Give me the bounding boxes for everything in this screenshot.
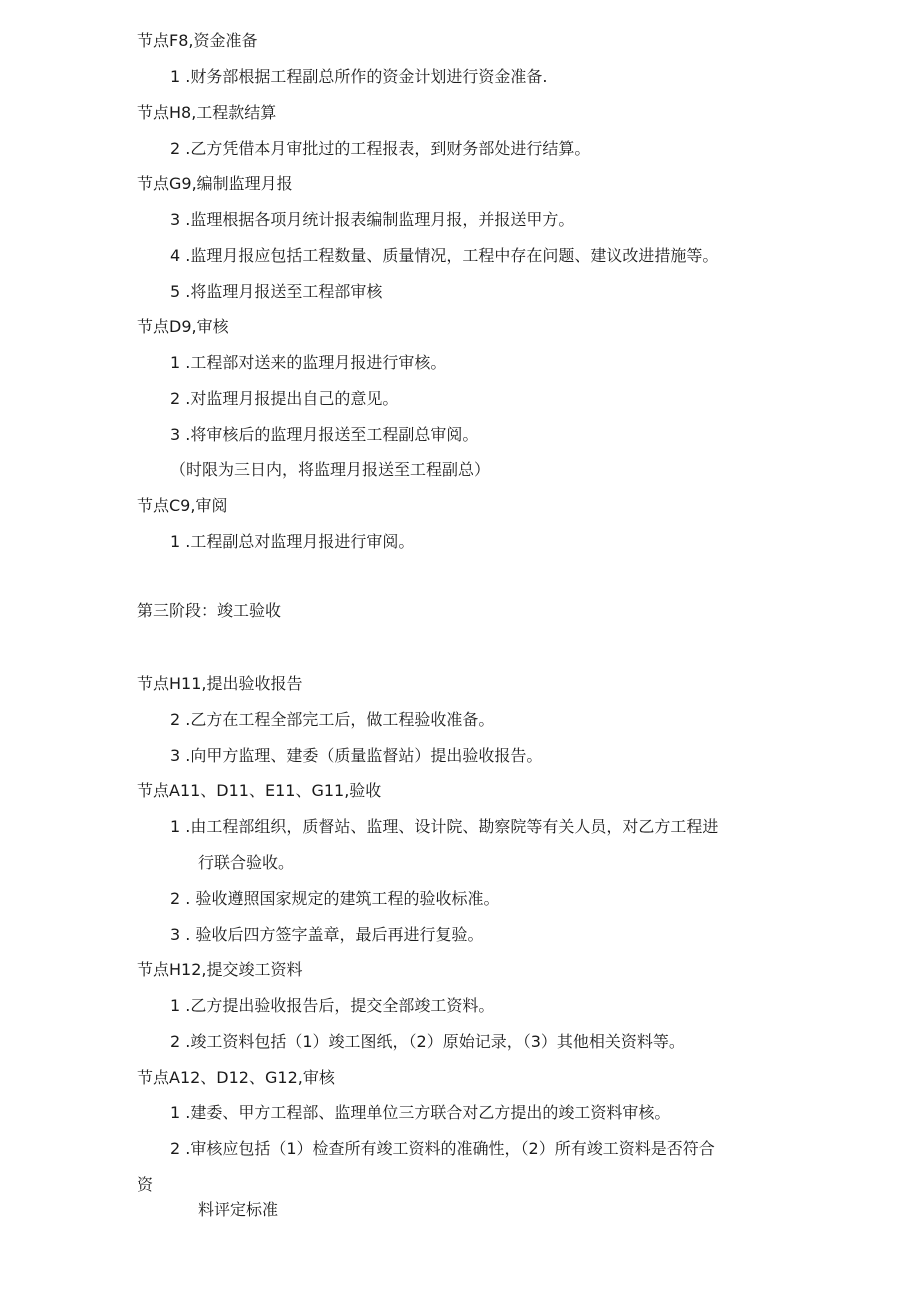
node-heading-f8: 节点F8,资金准备 [137,31,258,50]
node-heading-c9: 节点C9,审阅 [137,496,228,515]
list-item: 3 .将审核后的监理月报送至工程副总审阅。 [170,425,479,444]
list-item: 2 . 验收遵照国家规定的建筑工程的验收标准。 [170,889,500,908]
list-item-continuation: 料评定标准 [198,1200,279,1219]
list-item: 2 .对监理月报提出自己的意见。 [170,389,399,408]
node-heading-a12-d12-g12: 节点A12、D12、G12,审核 [137,1068,335,1087]
list-item: 2 .乙方凭借本月审批过的工程报表，到财务部处进行结算。 [170,139,591,158]
list-item: 2 .竣工资料包括（1）竣工图纸，（2）原始记录，（3）其他相关资料等。 [170,1032,685,1051]
list-item: 1 .乙方提出验收报告后，提交全部竣工资料。 [170,996,495,1015]
node-heading-h12: 节点H12,提交竣工资料 [137,960,303,979]
node-heading-a11-d11-e11-g11: 节点A11、D11、E11、G11,验收 [137,781,382,800]
node-heading-g9: 节点G9,编制监理月报 [137,174,293,193]
list-item: 5 .将监理月报送至工程部审核 [170,282,383,301]
list-item: 1 .建委、甲方工程部、监理单位三方联合对乙方提出的竣工资料审核。 [170,1103,671,1122]
time-limit-note: （时限为三日内，将监理月报送至工程副总） [170,460,491,479]
orphan-character: 资 [137,1175,154,1194]
list-item: 3 .向甲方监理、建委（质量监督站）提出验收报告。 [170,746,543,765]
list-item: 1 .财务部根据工程副总所作的资金计划进行资金准备. [170,67,548,86]
list-item: 2 .审核应包括（1）检查所有竣工资料的准确性，（2）所有竣工资料是否符合 [170,1139,715,1158]
node-heading-d9: 节点D9,审核 [137,317,229,336]
list-item: 1 .工程部对送来的监理月报进行审核。 [170,353,447,372]
node-heading-h11: 节点H11,提出验收报告 [137,674,303,693]
list-item-continuation: 行联合验收。 [198,853,295,872]
list-item: 3 .监理根据各项月统计报表编制监理月报，并报送甲方。 [170,210,575,229]
list-item: 1 .工程副总对监理月报进行审阅。 [170,532,415,551]
list-item: 4 .监理月报应包括工程数量、质量情况，工程中存在问题、建议改进措施等。 [170,246,719,265]
section-heading-stage-3: 第三阶段：竣工验收 [137,601,282,620]
list-item: 3 . 验收后四方签字盖章，最后再进行复验。 [170,925,484,944]
list-item: 1 .由工程部组织，质督站、监理、设计院、勘察院等有关人员，对乙方工程进 [170,817,719,836]
list-item: 2 .乙方在工程全部完工后，做工程验收准备。 [170,710,495,729]
node-heading-h8: 节点H8,工程款结算 [137,103,277,122]
